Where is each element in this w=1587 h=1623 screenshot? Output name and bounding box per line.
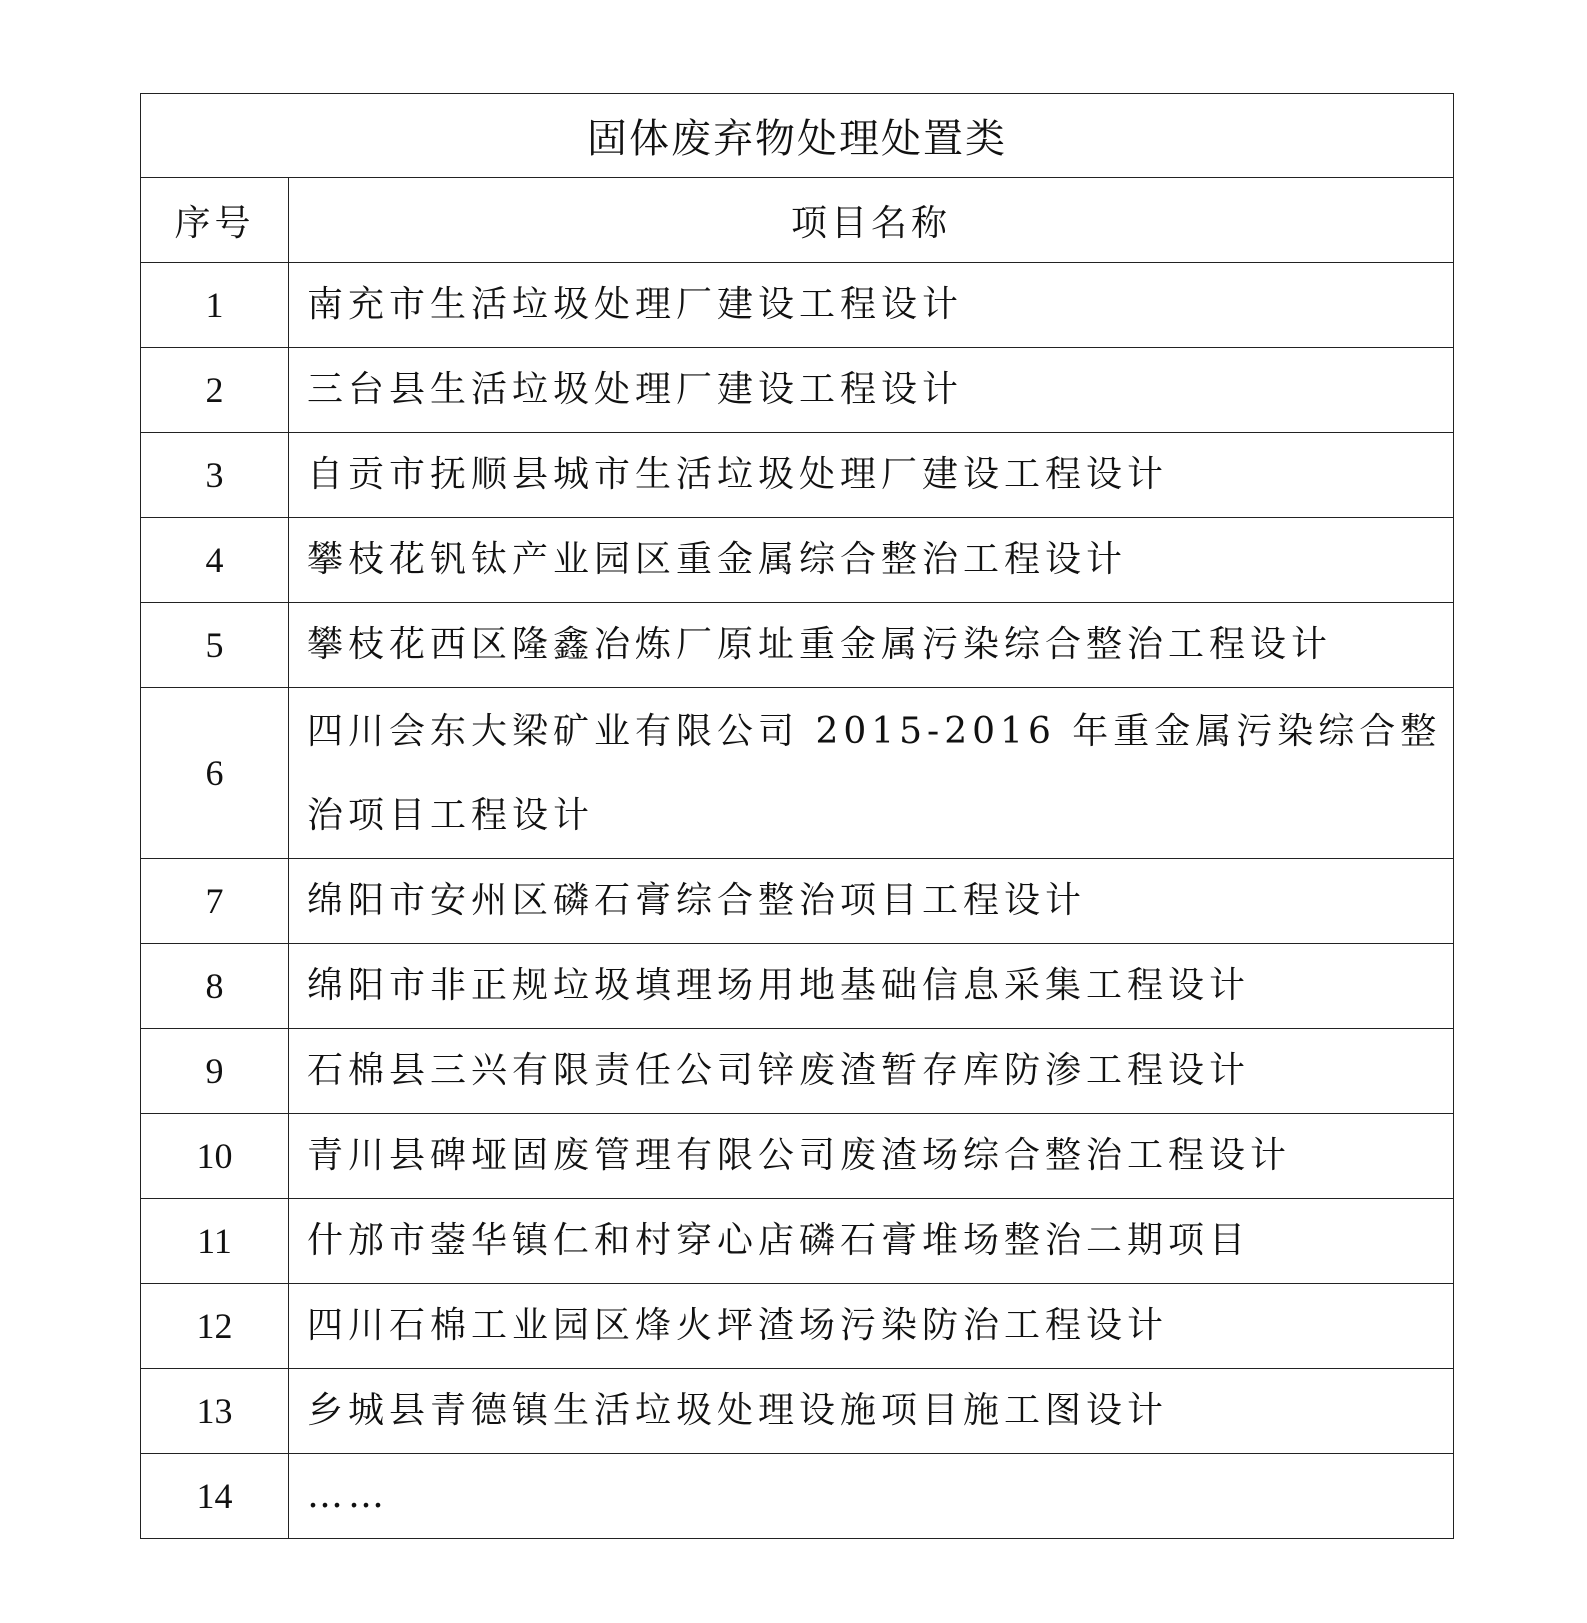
row-number: 8: [141, 944, 289, 1029]
table-row: [141, 1114, 1454, 1199]
row-number: 7: [141, 859, 289, 944]
table-row: [141, 348, 1454, 433]
table-row: [141, 1454, 1454, 1539]
row-number: 13: [141, 1369, 289, 1454]
table-row: [141, 944, 1454, 1029]
row-number: 6: [141, 688, 289, 859]
project-table: [140, 93, 1454, 1539]
row-project-name: 绵阳市非正规垃圾填理场用地基础信息采集工程设计: [289, 944, 1454, 1029]
row-number: 12: [141, 1284, 289, 1369]
row-number: 1: [141, 263, 289, 348]
row-project-name: 四川会东大梁矿业有限公司 2015-2016 年重金属污染综合整治项目工程设计: [289, 688, 1454, 859]
table-row: [141, 1369, 1454, 1454]
row-number: 14: [141, 1454, 289, 1539]
row-project-name: 什邡市蓥华镇仁和村穿心店磷石膏堆场整治二期项目: [289, 1199, 1454, 1284]
table-row: [141, 603, 1454, 688]
row-number: 10: [141, 1114, 289, 1199]
row-number: 3: [141, 433, 289, 518]
row-project-name: 石棉县三兴有限责任公司锌废渣暂存库防渗工程设计: [289, 1029, 1454, 1114]
row-project-name: ……: [289, 1454, 1454, 1539]
header-project-name: 项目名称: [289, 178, 1454, 263]
table-row: [141, 859, 1454, 944]
table-row: [141, 518, 1454, 603]
table-title: 固体废弃物处理处置类: [141, 94, 1454, 178]
row-project-name: 攀枝花钒钛产业园区重金属综合整治工程设计: [289, 518, 1454, 603]
header-row: [141, 178, 1454, 263]
table-row: [141, 1199, 1454, 1284]
row-number: 4: [141, 518, 289, 603]
table-row: [141, 433, 1454, 518]
table-row: [141, 1284, 1454, 1369]
row-project-name: 绵阳市安州区磷石膏综合整治项目工程设计: [289, 859, 1454, 944]
table-row: [141, 1029, 1454, 1114]
row-project-name: 四川石棉工业园区烽火坪渣场污染防治工程设计: [289, 1284, 1454, 1369]
row-project-name: 自贡市抚顺县城市生活垃圾处理厂建设工程设计: [289, 433, 1454, 518]
row-project-name: 乡城县青德镇生活垃圾处理设施项目施工图设计: [289, 1369, 1454, 1454]
row-number: 11: [141, 1199, 289, 1284]
title-row: [141, 94, 1454, 178]
table-row: [141, 688, 1454, 859]
row-project-name: 青川县碑垭固废管理有限公司废渣场综合整治工程设计: [289, 1114, 1454, 1199]
row-project-name: 三台县生活垃圾处理厂建设工程设计: [289, 348, 1454, 433]
row-number: 5: [141, 603, 289, 688]
row-number: 9: [141, 1029, 289, 1114]
header-serial-number: 序号: [141, 178, 289, 263]
row-project-name: 攀枝花西区隆鑫冶炼厂原址重金属污染综合整治工程设计: [289, 603, 1454, 688]
table-row: [141, 263, 1454, 348]
row-number: 2: [141, 348, 289, 433]
row-project-name: 南充市生活垃圾处理厂建设工程设计: [289, 263, 1454, 348]
